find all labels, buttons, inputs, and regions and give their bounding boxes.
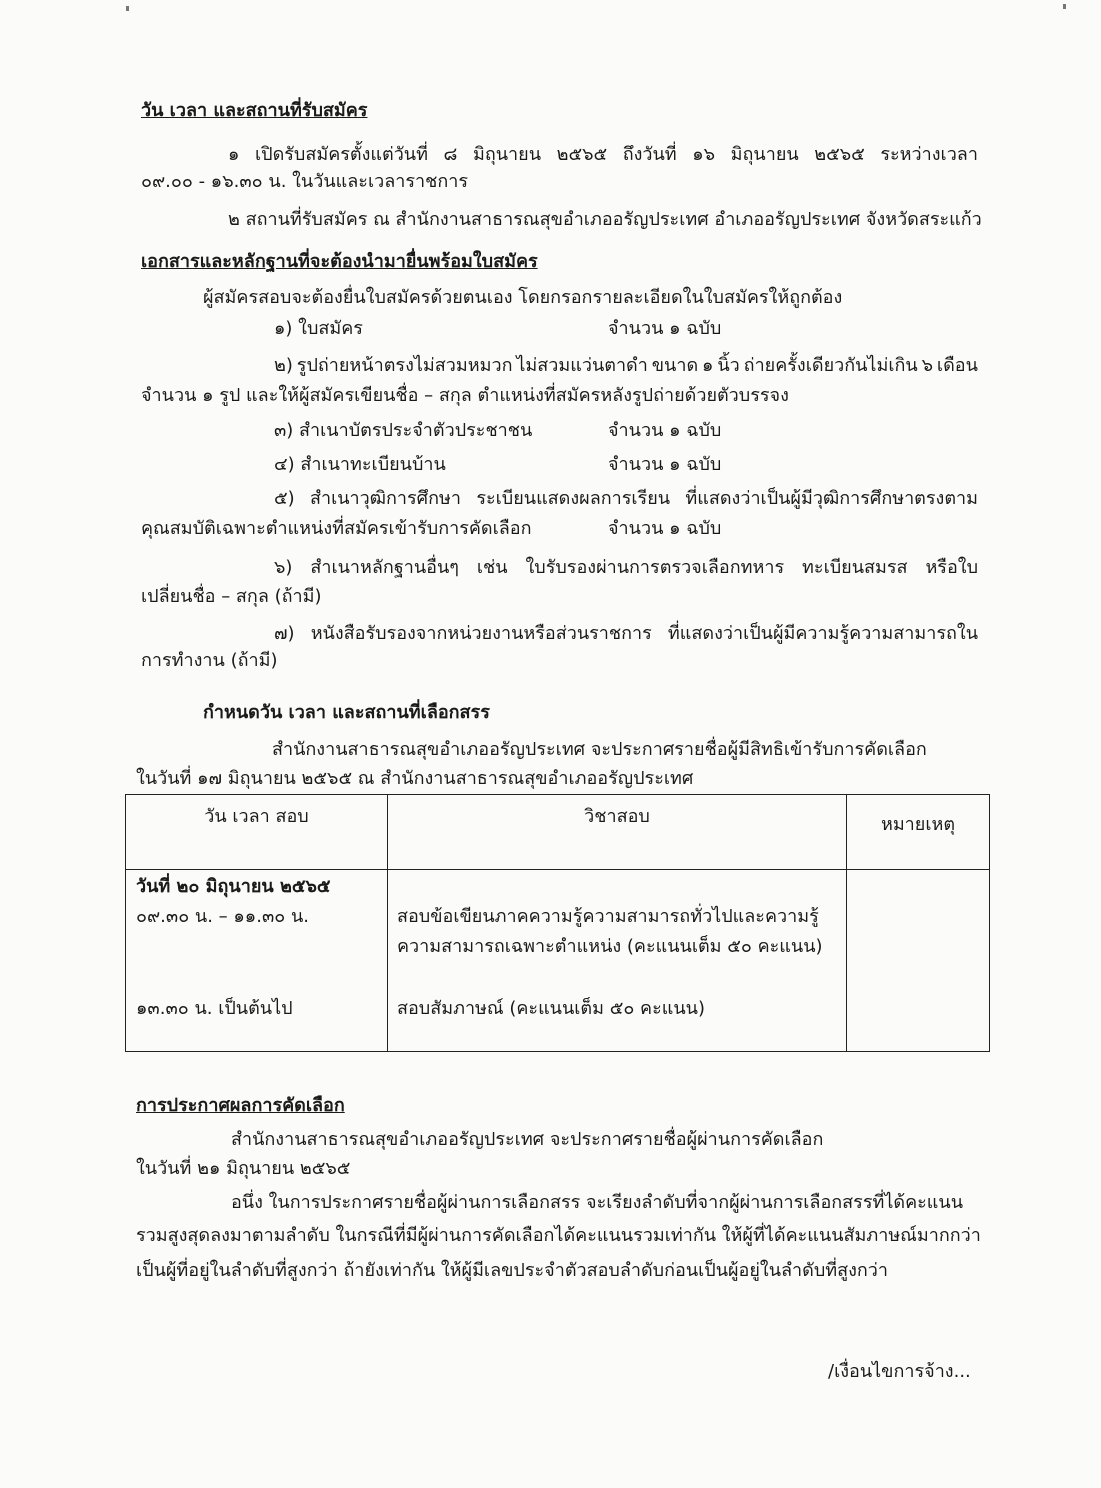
justified-word: ๗) [274, 623, 295, 644]
exam-date: วันที่ ๒๐ มิถุนายน ๒๕๖๕ [136, 876, 331, 897]
column-header-date-time: วัน เวลา สอบ [126, 795, 388, 870]
column-header-subject: วิชาสอบ [388, 795, 847, 870]
justified-word: นิ้ว [717, 355, 740, 376]
document-item-6-line-2: เปลี่ยนชื่อ – สกุล (ถ้ามี) [141, 586, 322, 607]
table-row [126, 870, 990, 1052]
document-item-1-label: ๑) ใบสมัคร [274, 318, 363, 339]
date-time-cell [126, 870, 388, 1052]
document-item-3-label: ๓) สำเนาบัตรประจำตัวประชาชน [274, 420, 533, 441]
results-line-2: ในวันที่ ๒๑ มิถุนายน ๒๕๖๕ [136, 1158, 351, 1179]
exam-time-1: ๐๙.๓๐ น. – ๑๑.๓๐ น. [136, 906, 309, 927]
documents-heading: เอกสารและหลักฐานที่จะต้องนำมายื่นพร้อมใบสมัคร [141, 251, 538, 272]
column-header-remarks: หมายเหตุ [847, 795, 990, 870]
justified-word: ๘ [443, 144, 458, 165]
justified-word: ไม่สวมแว่นตาดำ [516, 355, 648, 376]
justified-word: ระเบียนแสดงผลการเรียน [476, 488, 671, 509]
justified-word: ๒๕๖๕ [814, 144, 865, 165]
table-header-row [126, 795, 990, 870]
document-item-6-line-1 [274, 556, 978, 580]
justified-word: หรือใบ [925, 557, 978, 578]
justified-word: เปิดรับสมัครตั้งแต่วันที่ [255, 144, 428, 165]
application-item-2: ๒ สถานที่รับสมัคร ณ สำนักงานสาธารณสุขอำเภออรัญประเทศ อำเภออรัญประเทศ จังหวัดสระแก้ว [228, 209, 982, 230]
justified-word: ๒) [274, 355, 293, 376]
justified-word: ๖) [274, 557, 293, 578]
justified-word: เช่น [476, 557, 508, 578]
results-paragraph-line-3: เป็นผู้ที่อยู่ในลำดับที่สูงกว่า ถ้ายังเท่ากัน ให้ผู้มีเลขประจำตัวสอบลำดับก่อนเป็นผู้อยู่ในลำดับที่สูงกว่า [136, 1260, 889, 1281]
document-item-5-qty: จำนวน ๑ ฉบับ [608, 518, 722, 539]
justified-word: ขนาด [651, 355, 699, 376]
document-item-5-line-2: คุณสมบัติเฉพาะตำแหน่งที่สมัครเข้ารับการคัดเลือก [141, 518, 532, 539]
justified-word: ๕) [274, 488, 295, 509]
justified-word: ใบรับรองผ่านการตรวจเลือกทหาร [525, 557, 785, 578]
results-paragraph-line-2: รวมสูงสุดลงมาตามลำดับ ในกรณีที่มีผู้ผ่านการคัดเลือกได้คะแนนรวมเท่ากัน ให้ผู้ที่ได้คะแนนสัมภาษณ์มากกว่า [136, 1225, 981, 1246]
justified-word: สำเนาหลักฐานอื่นๆ [310, 557, 459, 578]
documents-intro: ผู้สมัครสอบจะต้องยื่นใบสมัครด้วยตนเอง โดยกรอกรายละเอียดในใบสมัครให้ถูกต้อง [203, 287, 843, 308]
results-heading: การประกาศผลการคัดเลือก [136, 1095, 345, 1116]
exam-subject-1-line-2: ความสามารถเฉพาะตำแหน่ง (คะแนนเต็ม ๕๐ คะแนน) [397, 936, 823, 957]
document-item-7-line-1 [274, 622, 978, 646]
justified-word: รูปถ่ายหน้าตรงไม่สวมหมวก [296, 355, 513, 376]
justified-word: มิถุนายน [472, 144, 542, 165]
subject-cell [388, 870, 847, 1052]
document-item-7-line-2: การทำงาน (ถ้ามี) [141, 650, 278, 671]
justified-word: สำเนาวุฒิการศึกษา [309, 488, 461, 509]
exam-subject-2: สอบสัมภาษณ์ (คะแนนเต็ม ๕๐ คะแนน) [397, 998, 705, 1019]
exam-time-2: ๑๓.๓๐ น. เป็นต้นไป [136, 998, 293, 1019]
exam-subject-1-line-1: สอบข้อเขียนภาคความรู้ความสามารถทั่วไปและความรู้ [397, 906, 819, 927]
justified-word: ระหว่างเวลา [880, 144, 978, 165]
application-item-1-line-2: ๐๙.๐๐ - ๑๖.๓๐ น. ในวันและเวลาราชการ [141, 171, 469, 192]
justified-word: ถ่ายครั้งเดียวกันไม่เกิน [743, 355, 918, 376]
justified-word: ที่แสดงว่าเป็นผู้มีความรู้ความสามารถใน [667, 623, 978, 644]
selection-line-1: สำนักงานสาธารณสุขอำเภออรัญประเทศ จะประกาศรายชื่อผู้มีสิทธิเข้ารับการคัดเลือก [272, 739, 927, 760]
results-line-1: สำนักงานสาธารณสุขอำเภออรัญประเทศ จะประกาศรายชื่อผู้ผ่านการคัดเลือก [231, 1129, 824, 1150]
justified-word: ทะเบียนสมรส [802, 557, 908, 578]
application-item-1-line-1 [228, 143, 978, 167]
document-item-4-qty: จำนวน ๑ ฉบับ [608, 454, 722, 475]
scan-speck [1063, 4, 1066, 9]
document-item-4-label: ๔) สำเนาทะเบียนบ้าน [274, 454, 446, 475]
justified-word: ๑ [228, 144, 240, 165]
justified-word: ๑๖ [692, 144, 716, 165]
justified-word: ๑ [702, 355, 714, 376]
application-heading: วัน เวลา และสถานที่รับสมัคร [141, 100, 368, 121]
justified-word: มิถุนายน [730, 144, 799, 165]
exam-schedule-table [125, 794, 990, 1052]
continued-next-page: /เงื่อนไขการจ้าง... [828, 1361, 971, 1382]
justified-word: ที่แสดงว่าเป็นผู้มีวุฒิการศึกษาตรงตาม [685, 488, 978, 509]
document-item-5-line-1 [274, 487, 978, 511]
document-item-1-qty: จำนวน ๑ ฉบับ [608, 318, 722, 339]
scan-speck [126, 6, 129, 11]
justified-word: ๖ [921, 355, 934, 376]
document-item-3-qty: จำนวน ๑ ฉบับ [608, 420, 722, 441]
document-item-2-line-1 [274, 354, 978, 378]
justified-word: หนังสือรับรองจากหน่วยงานหรือส่วนราชการ [310, 623, 652, 644]
selection-heading: กำหนดวัน เวลา และสถานที่เลือกสรร [203, 702, 490, 723]
justified-word: ๒๕๖๕ [556, 144, 608, 165]
results-paragraph-line-1: อนึ่ง ในการประกาศรายชื่อผู้ผ่านการเลือกสรร จะเรียงลำดับที่จากผู้ผ่านการเลือกสรรที่ได้คะแนน [231, 1192, 964, 1213]
document-item-2-line-2: จำนวน ๑ รูป และให้ผู้สมัครเขียนชื่อ – สกุล ตำแหน่งที่สมัครหลังรูปถ่ายด้วยตัวบรรจง [141, 385, 789, 406]
justified-word: เดือน [936, 355, 978, 376]
remarks-cell [847, 870, 990, 1052]
selection-line-2: ในวันที่ ๑๗ มิถุนายน ๒๕๖๕ ณ สำนักงานสาธารณสุขอำเภออรัญประเทศ [136, 768, 694, 789]
justified-word: ถึงวันที่ [622, 144, 677, 165]
